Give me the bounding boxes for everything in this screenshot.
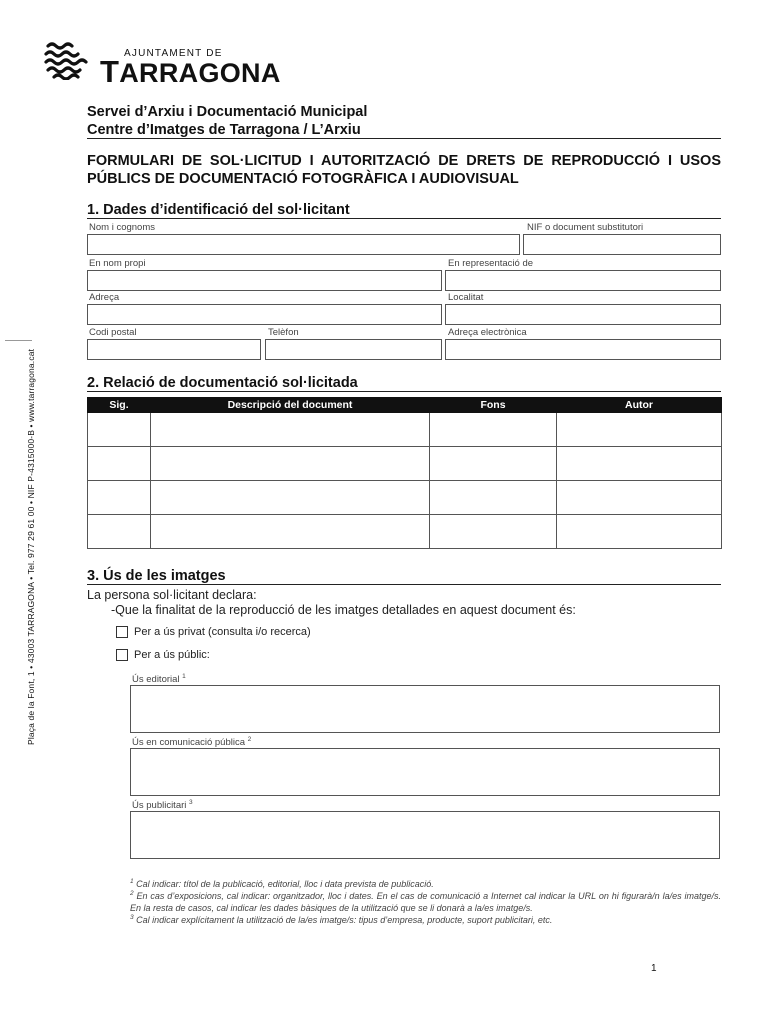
divider (87, 584, 721, 585)
footnote-2-num: 2 (130, 890, 134, 897)
org-line-1: Servei d’Arxiu i Documentació Municipal (87, 104, 368, 120)
table-cell[interactable] (151, 447, 430, 481)
table-row (88, 515, 722, 549)
codi-postal-label: Codi postal (89, 327, 137, 338)
public-communication-text: Ús en comunicació pública (132, 737, 246, 749)
table-cell[interactable] (430, 447, 557, 481)
footnote-3-text: Cal indicar explícitament la utilització de la/es imatge/s: tipus d’empresa, producte, suport publicitari, etc. (136, 915, 553, 925)
telefon-label: Telèfon (268, 327, 299, 338)
sidebar-tick (5, 340, 32, 341)
table-cell[interactable] (430, 515, 557, 549)
adreca-field[interactable] (87, 304, 442, 325)
public-communication-field[interactable] (130, 748, 720, 796)
footnote-2 (130, 888, 721, 914)
nif-label: NIF o document substitutori (527, 222, 644, 233)
divider (87, 218, 721, 219)
footnote-1-text: Cal indicar: títol de la publicació, editorial, lloc i data prevista de publicació. (136, 879, 434, 889)
table-cell[interactable] (88, 413, 151, 447)
declaration-purpose: -Que la finalitat de la reproducció de les imatges detallades en aquest document és: (111, 603, 576, 617)
table-row (88, 447, 722, 481)
col-header-sig: Sig. (88, 398, 151, 413)
public-use-checkbox[interactable] (116, 649, 128, 661)
codi-postal-field[interactable] (87, 339, 261, 360)
advertising-use-text: Ús publicitari (132, 800, 187, 812)
footnote-ref-1: 1 (182, 673, 186, 680)
localitat-label: Localitat (448, 292, 484, 303)
section-3-title: 3. Ús de les imatges (87, 568, 226, 584)
advertising-use-field[interactable] (130, 811, 720, 859)
adreca-electronica-field[interactable] (445, 339, 721, 360)
footnote-1-num: 1 (130, 878, 134, 885)
table-cell[interactable] (557, 413, 722, 447)
section-2-title: 2. Relació de documentació sol·licitada (87, 375, 358, 391)
representacio-label: En representació de (448, 258, 534, 269)
footnote-ref-2: 2 (247, 736, 252, 743)
table-cell[interactable] (430, 481, 557, 515)
logo-wordmark-rest: ARRAGONA (119, 58, 281, 88)
col-header-fons: Fons (430, 398, 557, 413)
footnote-3 (130, 912, 721, 926)
table-cell[interactable] (557, 515, 722, 549)
logo-wordmark (100, 54, 281, 90)
table-row (88, 413, 722, 447)
editorial-use-text: Ús editorial (132, 674, 180, 686)
adreca-label: Adreça (89, 292, 120, 303)
table-cell[interactable] (557, 447, 722, 481)
table-cell[interactable] (88, 481, 151, 515)
advertising-use-label (132, 799, 193, 811)
public-use-label: Per a ús públic: (134, 649, 210, 661)
table-cell[interactable] (151, 413, 430, 447)
org-line-2: Centre d’Imatges de Tarragona / L’Arxiu (87, 122, 361, 138)
nom-label: Nom i cognoms (89, 222, 155, 233)
telefon-field[interactable] (265, 339, 442, 360)
localitat-field[interactable] (445, 304, 721, 325)
nom-propi-label: En nom propi (89, 258, 146, 269)
table-header-row (88, 398, 722, 413)
nom-field[interactable] (87, 234, 520, 255)
tarragona-logo-mark-icon (44, 40, 90, 80)
adreca-electronica-label: Adreça electrònica (448, 327, 527, 338)
table-cell[interactable] (151, 515, 430, 549)
footnote-ref-3: 3 (189, 799, 193, 806)
page-number: 1 (651, 963, 657, 974)
table-cell[interactable] (151, 481, 430, 515)
declaration-intro: La persona sol·licitant declara: (87, 588, 257, 602)
private-use-label: Per a ús privat (consulta i/o recerca) (134, 626, 311, 638)
logo-wordmark-initial: T (100, 54, 120, 89)
logo-subtitle: AJUNTAMENT DE (124, 48, 223, 59)
representacio-field[interactable] (445, 270, 721, 291)
footnote-3-num: 3 (130, 914, 134, 921)
col-header-autor: Autor (557, 398, 722, 413)
table-cell[interactable] (88, 515, 151, 549)
nom-propi-field[interactable] (87, 270, 442, 291)
section-1-title: 1. Dades d’identificació del sol·licitant (87, 202, 350, 218)
table-cell[interactable] (557, 481, 722, 515)
nif-field[interactable] (523, 234, 721, 255)
divider (87, 391, 721, 392)
table-cell[interactable] (88, 447, 151, 481)
private-use-checkbox[interactable] (116, 626, 128, 638)
public-communication-label (132, 736, 251, 748)
footnote-2-text: En cas d’exposicions, cal indicar: organitzador, lloc i dates. En el cas de comunicació a Internet cal indicar la URL on hi figurarà/n la/es imatge/s. En la resta de casos, cal indicar les dades bàsiques de la utilització que se li donarà a la/es imatge/s. (130, 891, 721, 913)
divider (87, 138, 721, 139)
documentation-table (87, 397, 722, 549)
sidebar-address: Plaça de la Font, 1 • 43003 TARRAGONA • Tel. 977 29 61 00 • NIF P-4315000-B • www.tarragona.cat (26, 348, 36, 745)
editorial-use-field[interactable] (130, 685, 720, 733)
editorial-use-label (132, 673, 186, 685)
table-row (88, 481, 722, 515)
col-header-descripcio: Descripció del document (151, 398, 430, 413)
form-title: FORMULARI DE SOL·LICITUD I AUTORITZACIÓ DE DRETS DE REPRODUCCIÓ I USOS PÚBLICS DE DOCUMENTACIÓ FOTOGRÀFICA I AUDIOVISUAL (87, 153, 721, 187)
table-cell[interactable] (430, 413, 557, 447)
